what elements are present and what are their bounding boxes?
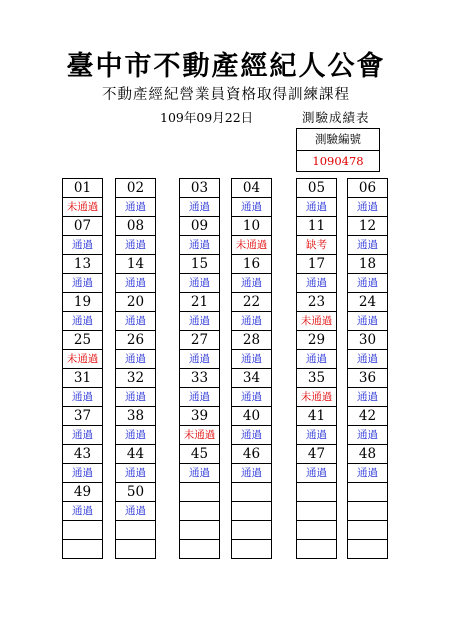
result-status-cell: 通過 xyxy=(179,387,220,407)
result-status-cell xyxy=(231,501,272,521)
result-status-cell xyxy=(179,501,220,521)
result-status-cell: 通過 xyxy=(347,463,388,483)
student-number-cell: 26 xyxy=(115,330,156,350)
student-number-cell: 35 xyxy=(296,368,337,388)
student-number-cell xyxy=(115,520,156,540)
student-number-cell: 42 xyxy=(347,406,388,426)
student-number-cell: 37 xyxy=(62,406,103,426)
student-number-cell: 34 xyxy=(231,368,272,388)
results-column xyxy=(347,179,388,559)
result-status-cell: 通過 xyxy=(115,425,156,445)
student-number-cell: 09 xyxy=(179,216,220,236)
student-number-cell: 07 xyxy=(62,216,103,236)
result-status-cell: 通過 xyxy=(231,311,272,331)
result-status-cell xyxy=(296,501,337,521)
results-column xyxy=(115,179,156,559)
result-status-cell: 通過 xyxy=(115,235,156,255)
student-number-cell xyxy=(62,520,103,540)
student-number-cell: 32 xyxy=(115,368,156,388)
student-number-cell: 24 xyxy=(347,292,388,312)
result-status-cell xyxy=(296,539,337,559)
result-status-cell: 通過 xyxy=(347,197,388,217)
result-status-cell: 通過 xyxy=(179,311,220,331)
result-status-cell: 通過 xyxy=(347,425,388,445)
result-status-cell: 通過 xyxy=(179,273,220,293)
result-status-cell: 通過 xyxy=(115,197,156,217)
student-number-cell xyxy=(296,520,337,540)
student-number-cell: 45 xyxy=(179,444,220,464)
student-number-cell: 38 xyxy=(115,406,156,426)
exam-id-value: 1090478 xyxy=(312,154,364,168)
result-status-cell: 未通過 xyxy=(179,425,220,445)
result-status-cell: 通過 xyxy=(347,273,388,293)
results-column xyxy=(296,179,337,559)
result-status-cell: 通過 xyxy=(231,197,272,217)
student-number-cell: 29 xyxy=(296,330,337,350)
result-status-cell xyxy=(347,501,388,521)
result-status-cell: 通過 xyxy=(62,235,103,255)
result-status-cell: 通過 xyxy=(115,349,156,369)
student-number-cell: 46 xyxy=(231,444,272,464)
result-status-cell: 通過 xyxy=(296,463,337,483)
student-number-cell: 30 xyxy=(347,330,388,350)
student-number-cell: 31 xyxy=(62,368,103,388)
student-number-cell: 02 xyxy=(115,178,156,198)
student-number-cell: 27 xyxy=(179,330,220,350)
student-number-cell: 05 xyxy=(296,178,337,198)
sheet-label: 測驗成績表 xyxy=(302,110,370,125)
result-status-cell: 通過 xyxy=(296,349,337,369)
student-number-cell: 25 xyxy=(62,330,103,350)
student-number-cell: 22 xyxy=(231,292,272,312)
result-status-cell: 通過 xyxy=(62,463,103,483)
student-number-cell: 33 xyxy=(179,368,220,388)
result-status-cell: 通過 xyxy=(62,273,103,293)
result-status-cell: 缺考 xyxy=(296,235,337,255)
student-number-cell: 17 xyxy=(296,254,337,274)
student-number-cell xyxy=(347,482,388,502)
page-title: 臺中市不動產經紀人公會 xyxy=(66,51,386,82)
student-number-cell: 04 xyxy=(231,178,272,198)
student-number-cell: 10 xyxy=(231,216,272,236)
result-status-cell: 未通過 xyxy=(231,235,272,255)
student-number-cell xyxy=(179,482,220,502)
course-subtitle: 不動產經紀營業員資格取得訓練課程 xyxy=(102,87,350,103)
student-number-cell: 40 xyxy=(231,406,272,426)
results-column xyxy=(62,179,103,559)
student-number-cell xyxy=(296,482,337,502)
student-number-cell: 50 xyxy=(115,482,156,502)
student-number-cell: 43 xyxy=(62,444,103,464)
student-number-cell xyxy=(231,482,272,502)
result-status-cell: 未通過 xyxy=(296,311,337,331)
student-number-cell: 18 xyxy=(347,254,388,274)
result-status-cell xyxy=(347,539,388,559)
exam-id-label: 測驗編號 xyxy=(297,129,379,151)
student-number-cell: 11 xyxy=(296,216,337,236)
result-status-cell: 通過 xyxy=(62,425,103,445)
results-column xyxy=(231,179,272,559)
student-number-cell: 47 xyxy=(296,444,337,464)
result-status-cell: 通過 xyxy=(296,197,337,217)
result-status-cell: 通過 xyxy=(231,425,272,445)
result-status-cell: 通過 xyxy=(115,273,156,293)
student-number-cell: 12 xyxy=(347,216,388,236)
student-number-cell: 39 xyxy=(179,406,220,426)
student-number-cell xyxy=(179,520,220,540)
result-status-cell: 通過 xyxy=(347,387,388,407)
result-status-cell: 通過 xyxy=(179,197,220,217)
result-status-cell: 未通過 xyxy=(62,197,103,217)
student-number-cell: 15 xyxy=(179,254,220,274)
student-number-cell xyxy=(347,520,388,540)
student-number-cell: 19 xyxy=(62,292,103,312)
result-status-cell: 通過 xyxy=(296,425,337,445)
student-number-cell: 08 xyxy=(115,216,156,236)
result-status-cell: 通過 xyxy=(62,387,103,407)
student-number-cell: 44 xyxy=(115,444,156,464)
result-status-cell: 通過 xyxy=(347,311,388,331)
result-status-cell xyxy=(115,539,156,559)
result-status-cell: 通過 xyxy=(115,311,156,331)
result-status-cell xyxy=(231,539,272,559)
student-number-cell: 06 xyxy=(347,178,388,198)
student-number-cell: 14 xyxy=(115,254,156,274)
student-number-cell: 21 xyxy=(179,292,220,312)
student-number-cell: 13 xyxy=(62,254,103,274)
result-status-cell: 通過 xyxy=(179,235,220,255)
result-status-cell: 通過 xyxy=(115,463,156,483)
student-number-cell xyxy=(231,520,272,540)
results-column xyxy=(179,179,220,559)
student-number-cell: 16 xyxy=(231,254,272,274)
result-status-cell: 通過 xyxy=(115,387,156,407)
result-status-cell: 通過 xyxy=(347,349,388,369)
result-status-cell: 通過 xyxy=(296,273,337,293)
result-status-cell: 通過 xyxy=(347,235,388,255)
result-status-cell: 通過 xyxy=(62,311,103,331)
result-status-cell: 通過 xyxy=(179,463,220,483)
student-number-cell: 03 xyxy=(179,178,220,198)
student-number-cell: 01 xyxy=(62,178,103,198)
result-status-cell: 通過 xyxy=(62,501,103,521)
student-number-cell: 20 xyxy=(115,292,156,312)
result-status-cell: 未通過 xyxy=(296,387,337,407)
result-status-cell: 通過 xyxy=(231,463,272,483)
student-number-cell: 41 xyxy=(296,406,337,426)
result-status-cell: 未通過 xyxy=(62,349,103,369)
result-status-cell xyxy=(179,539,220,559)
result-status-cell: 通過 xyxy=(231,349,272,369)
result-status-cell: 通過 xyxy=(231,273,272,293)
student-number-cell: 49 xyxy=(62,482,103,502)
result-status-cell: 通過 xyxy=(231,387,272,407)
student-number-cell: 48 xyxy=(347,444,388,464)
exam-date: 109年09月22日 xyxy=(160,110,254,125)
result-status-cell: 通過 xyxy=(115,501,156,521)
student-number-cell: 23 xyxy=(296,292,337,312)
student-number-cell: 28 xyxy=(231,330,272,350)
exam-id-box xyxy=(296,128,380,172)
student-number-cell: 36 xyxy=(347,368,388,388)
result-status-cell: 通過 xyxy=(179,349,220,369)
result-status-cell xyxy=(62,539,103,559)
